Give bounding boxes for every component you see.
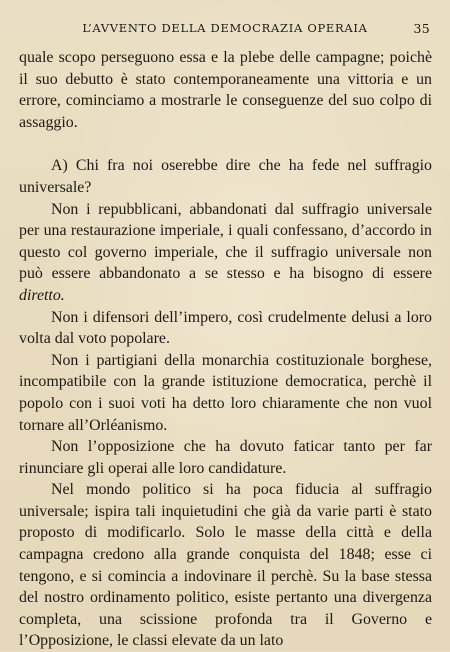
running-title: L’AVVENTO DELLA DEMOCRAZIA OPERAIA [82,21,368,35]
paragraph-republicans-text: Non i repubblicani, abbandonati dal suffragio universale per una restaurazione imperiale, i quali confessano, d’accordo in questo col governo imperiale, che il suffragio universale non può essere abbandonato a se stesso e ha bisogno di essere [19,200,432,283]
body-text [19,47,432,652]
paragraph-monarchy-partisans: Non i partigiani della monarchia costituzionale borghese, incompatibile con la grande istituzione democratica, perchè il popolo con i suoi voti ha detto loro chiaramente che non vuol tornare all’Orléanismo. [19,351,432,434]
page-number: 35 [413,21,430,36]
paragraph-republicans [19,199,432,307]
running-header [20,21,430,37]
paragraph-opposition: Non l’opposizione che ha dovuto faticar tanto per far rinunciare gli operai alle loro candidature. [19,438,432,477]
paragraph-section-a: A) Chi fra noi oserebbe dire che ha fede nel suffragio universale? [19,157,432,196]
italic-word-diretto: diretto. [19,286,65,304]
paragraph-empire-defenders: Non i difensori dell’impero, così crudelmente delusi a loro volta dal voto popolare. [19,308,432,348]
paragraph-continuation: quale scopo perseguono essa e la plebe delle campagne; poichè il suo debutto è stato contemporaneamente una vittoria e un errore, cominciamo a mostrarle le conseguenze del suo colpo di assaggio. [19,49,432,131]
paragraph-political-world: Nel mondo politico si ha poca fiducia al suffragio universale; ispira tali inquietudini che già da varie parti è stato proposto di modificarlo. Solo le masse della città e della campagna credono alla grande conquista del 1848; esse ci tengono, e si comincia a indovinare il perchè. Su la base stessa del nostro ordinamento politico, esiste pertanto una divergenza completa, una scissione profonda tra il Governo e l’Opposizione, le classi elevate da un lato [19,481,432,650]
